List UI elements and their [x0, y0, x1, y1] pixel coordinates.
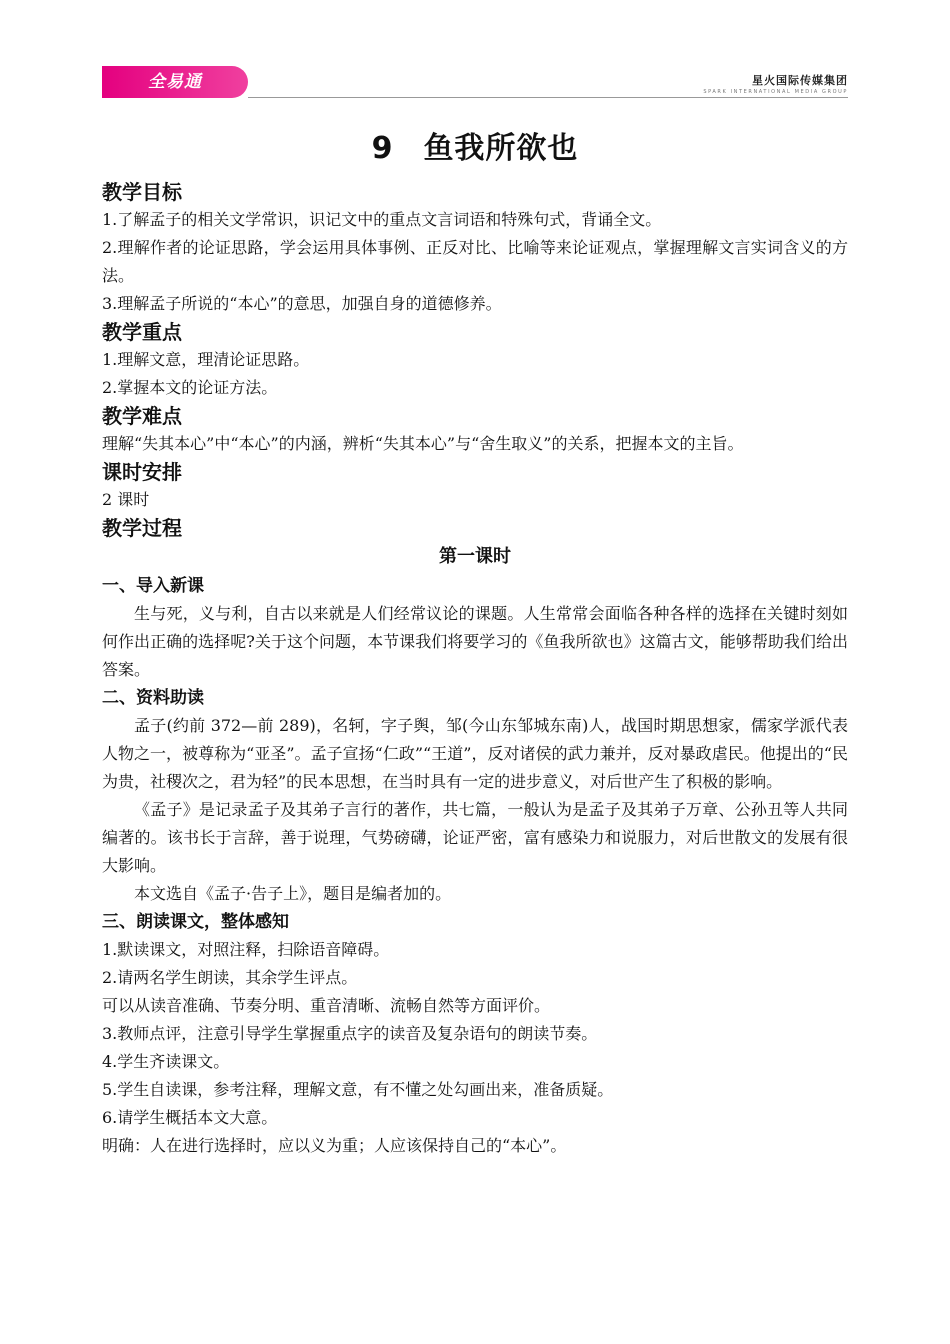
section-heading: 教学难点	[102, 404, 182, 428]
page-title	[102, 126, 848, 172]
key-point-item: 2.掌握本文的论证方法。	[102, 378, 278, 397]
document-body	[102, 126, 848, 1160]
key-point-item: 1.理解文意，理清论证思路。	[102, 350, 310, 369]
lesson-number: 9	[371, 131, 394, 166]
page-header	[102, 66, 848, 100]
goal-item: 3.理解孟子所说的“本心”的意思，加强自身的道德修养。	[102, 294, 502, 313]
reading-paragraph: 本文选自《孟子·告子上》，题目是编者加的。	[134, 884, 452, 903]
intro-paragraph: 生与死，义与利，自古以来就是人们经常议论的课题。人生常常会面临各种各样的选择在关键时刻如何作出正确的选择呢?关于这个问题，本节课我们将要学习的《鱼我所欲也》这篇古文，能够帮助我们给出答案。	[102, 604, 848, 679]
reading-paragraph: 《孟子》是记录孟子及其弟子言行的著作，共七篇，一般认为是孟子及其弟子万章、公孙丑等人共同编著的。该书长于言辞，善于说理，气势磅礴，论证严密，富有感染力和说服力，对后世散文的发展有很大影响。	[102, 800, 848, 875]
section-heading: 教学重点	[102, 320, 182, 344]
difficulty-text: 理解“失其本心”中“本心”的内涵，辨析“失其本心”与“舍生取义”的关系，把握本文的主旨。	[102, 434, 744, 453]
subsection-heading: 二、资料助读	[102, 688, 204, 708]
section-heading: 教学目标	[102, 180, 182, 204]
goal-item: 2.理解作者的论证思路，学会运用具体事例、正反对比、比喻等来论证观点，掌握理解文言实词含义的方法。	[102, 238, 848, 285]
step-item: 1.默读课文，对照注释，扫除语音障碍。	[102, 940, 390, 959]
subsection-heading: 一、导入新课	[102, 576, 204, 596]
subsection-heading: 三、朗读课文，整体感知	[102, 912, 289, 932]
brand	[703, 72, 848, 95]
header-divider	[248, 97, 848, 98]
step-item: 6.请学生概括本文大意。	[102, 1108, 278, 1127]
section-heading: 课时安排	[102, 460, 182, 484]
lesson-period-title: 第一课时	[439, 546, 511, 567]
schedule-text: 2 课时	[102, 490, 150, 509]
brand-subtitle: SPARK INTERNATIONAL MEDIA GROUP	[703, 89, 848, 95]
step-item: 明确：人在进行选择时，应以义为重；人应该保持自己的“本心”。	[102, 1136, 567, 1155]
lesson-title: 鱼我所欲也	[423, 131, 579, 166]
reading-paragraph: 孟子(约前 372—前 289)，名轲，字子舆，邹(今山东邹城东南)人，战国时期思想家，儒家学派代表人物之一，被尊称为“亚圣”。孟子宣扬“仁政”“王道”，反对诸侯的武力兼并，反对暴政虐民。他提出的“民为贵，社稷次之，君为轻”的民本思想，在当时具有一定的进步意义，对后世产生了积极的影响。	[102, 716, 848, 791]
brand-name: 星火国际传媒集团	[752, 74, 848, 87]
goal-item: 1.了解孟子的相关文学常识，识记文中的重点文言词语和特殊句式，背诵全文。	[102, 210, 662, 229]
step-item: 4.学生齐读课文。	[102, 1052, 230, 1071]
step-item: 5.学生自读课，参考注释，理解文意，有不懂之处勾画出来，准备质疑。	[102, 1080, 614, 1099]
step-item: 2.请两名学生朗读，其余学生评点。	[102, 968, 358, 987]
section-heading: 教学过程	[102, 516, 182, 540]
step-item: 3.教师点评，注意引导学生掌握重点字的读音及复杂语句的朗读节奏。	[102, 1024, 598, 1043]
logo: 全易通	[102, 66, 248, 98]
step-item: 可以从读音准确、节奏分明、重音清晰、流畅自然等方面评价。	[102, 996, 551, 1015]
